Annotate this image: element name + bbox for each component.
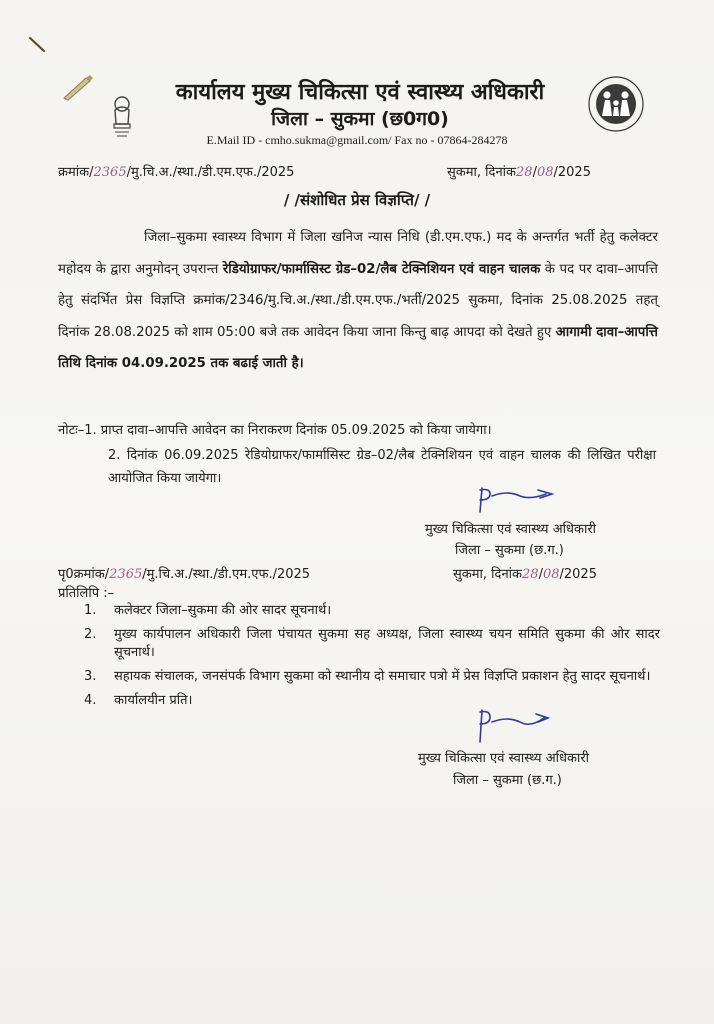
endorsement-number: 2365 bbox=[109, 567, 143, 582]
issue-date: सुकमा, दिनांक28/08/2025 bbox=[447, 165, 591, 180]
list-item bbox=[80, 692, 660, 710]
date-year: /2025 bbox=[553, 165, 591, 180]
health-family-logo-icon bbox=[586, 74, 646, 134]
list-text: कार्यालयीन प्रति। bbox=[114, 693, 193, 708]
paper-pin-icon bbox=[60, 72, 94, 102]
body-bold-extension: आगामी दावा–आपत्ति तिथि दिनांक 04.09.2025 तक बढाई जाती है। bbox=[58, 324, 658, 371]
endorsement-prefix: पृ0क्रमांक/ bbox=[58, 567, 110, 582]
subject-heading: / /संशोधित प्रेस विज्ञप्ति/ / bbox=[283, 191, 431, 209]
date-year: /2025 bbox=[559, 567, 597, 582]
reference-prefix: क्रमांक/ bbox=[58, 165, 94, 180]
list-text: मुख्य कार्यपालन अधिकारी जिला पंचायत सुकमा सह अध्यक्ष, जिला स्वास्थ्य चयन समिति सुकमा की ओर सादर सूचनार्थ। bbox=[114, 627, 660, 660]
list-text: कलेक्टर जिला–सुकमा की ओर सादर सूचनार्थ। bbox=[114, 603, 332, 618]
copy-to-label: प्रतिलिपि :– bbox=[58, 586, 115, 601]
pencil-mark-icon bbox=[28, 36, 48, 54]
date-month: 08 bbox=[542, 567, 560, 582]
list-number: 2. bbox=[84, 627, 97, 642]
note-item-1 bbox=[58, 420, 492, 438]
body-paragraph bbox=[58, 222, 658, 380]
list-number: 3. bbox=[84, 669, 97, 684]
signatory-district: जिला – सुकमा (छ.ग.) bbox=[455, 543, 564, 558]
note-label: नोटः– bbox=[58, 423, 85, 438]
reference-suffix: /मु.चि.अ./स्था./डी.एम.एफ./2025 bbox=[126, 165, 295, 180]
body-text-part: के पद पर दावा–आपत्ति हेतु संदर्भित प्रेस विज्ञप्ति क्रमांक/2346/मु.चि.अ./स्था./डी.एम.एफ./भर्ती/2025 सुकमा, दिनांक 25.08.2025 तहत् दिनांक 28.08.2025 को शाम 05:00 बजे तक आवेदन किया जाना किन्तु बाढ़ आपदा को देखते हुए bbox=[58, 261, 658, 340]
signatory-designation: मुख्य चिकित्सा एवं स्वास्थ्य अधिकारी bbox=[425, 522, 597, 537]
endorsement-date: सुकमा, दिनांक28/08/2025 bbox=[453, 567, 597, 582]
reference-number: 2365 bbox=[93, 165, 127, 180]
date-month: 08 bbox=[536, 165, 554, 180]
date-day: 28 bbox=[522, 567, 539, 582]
signatory-district: जिला – सुकमा (छ.ग.) bbox=[453, 773, 562, 788]
signature-2 bbox=[470, 706, 560, 746]
contact-line: E.Mail ID - cmho.sukma@gmail.com/ Fax no - 07864-284278 bbox=[206, 133, 508, 147]
endorsement-reference bbox=[58, 564, 310, 582]
list-number: 1. bbox=[84, 603, 97, 618]
signatory-designation: मुख्य चिकित्सा एवं स्वास्थ्य अधिकारी bbox=[418, 751, 590, 766]
reference-line bbox=[58, 162, 294, 180]
body-text-part: जिला–सुकमा स्वास्थ्य विभाग में जिला खनिज न्यास निधि (डी.एम.एफ.) मद के अन्तर्गत भर्ती हेतु कलेक्टर महोदय के द्वारा अनुमोदन् उपरान्त bbox=[58, 230, 658, 277]
note-item-2: 2. दिनांक 06.09.2025 रेडियोग्राफर/फार्मासिस्ट ग्रेड–02/लैब टेक्निशियन एवं वाहन चालक की लिखित परीक्षा आयोजित किया जायेगा। bbox=[108, 448, 656, 486]
date-label: सुकमा, दिनांक bbox=[453, 567, 523, 582]
signature-1 bbox=[468, 484, 568, 518]
list-item bbox=[80, 668, 660, 686]
note-text: 1. प्राप्त दावा–आपत्ति आवेदन का निराकरण दिनांक 05.09.2025 को किया जायेगा। bbox=[84, 423, 492, 438]
office-title: कार्यालय मुख्य चिकित्सा एवं स्वास्थ्य अधिकारी bbox=[175, 80, 545, 105]
copy-list bbox=[80, 602, 660, 716]
date-day: 28 bbox=[516, 165, 533, 180]
list-number: 4. bbox=[84, 693, 97, 708]
body-bold-posts: रेडियोग्राफर/फार्मासिस्ट ग्रेड–02/लैब टेक्निशियन एवं वाहन चालक bbox=[222, 261, 541, 277]
list-item bbox=[80, 626, 660, 662]
endorsement-suffix: /मु.चि.अ./स्था./डी.एम.एफ./2025 bbox=[142, 567, 311, 582]
list-item bbox=[80, 602, 660, 620]
list-text: सहायक संचालक, जनसंपर्क विभाग सुकमा को स्थानीय दो समाचार पत्रो में प्रेस विज्ञप्ति प्रकाशन हेतु सादर सूचनार्थ। bbox=[114, 669, 651, 684]
date-label: सुकमा, दिनांक bbox=[447, 165, 517, 180]
office-district: जिला – सुकमा (छ0ग0) bbox=[271, 108, 449, 130]
